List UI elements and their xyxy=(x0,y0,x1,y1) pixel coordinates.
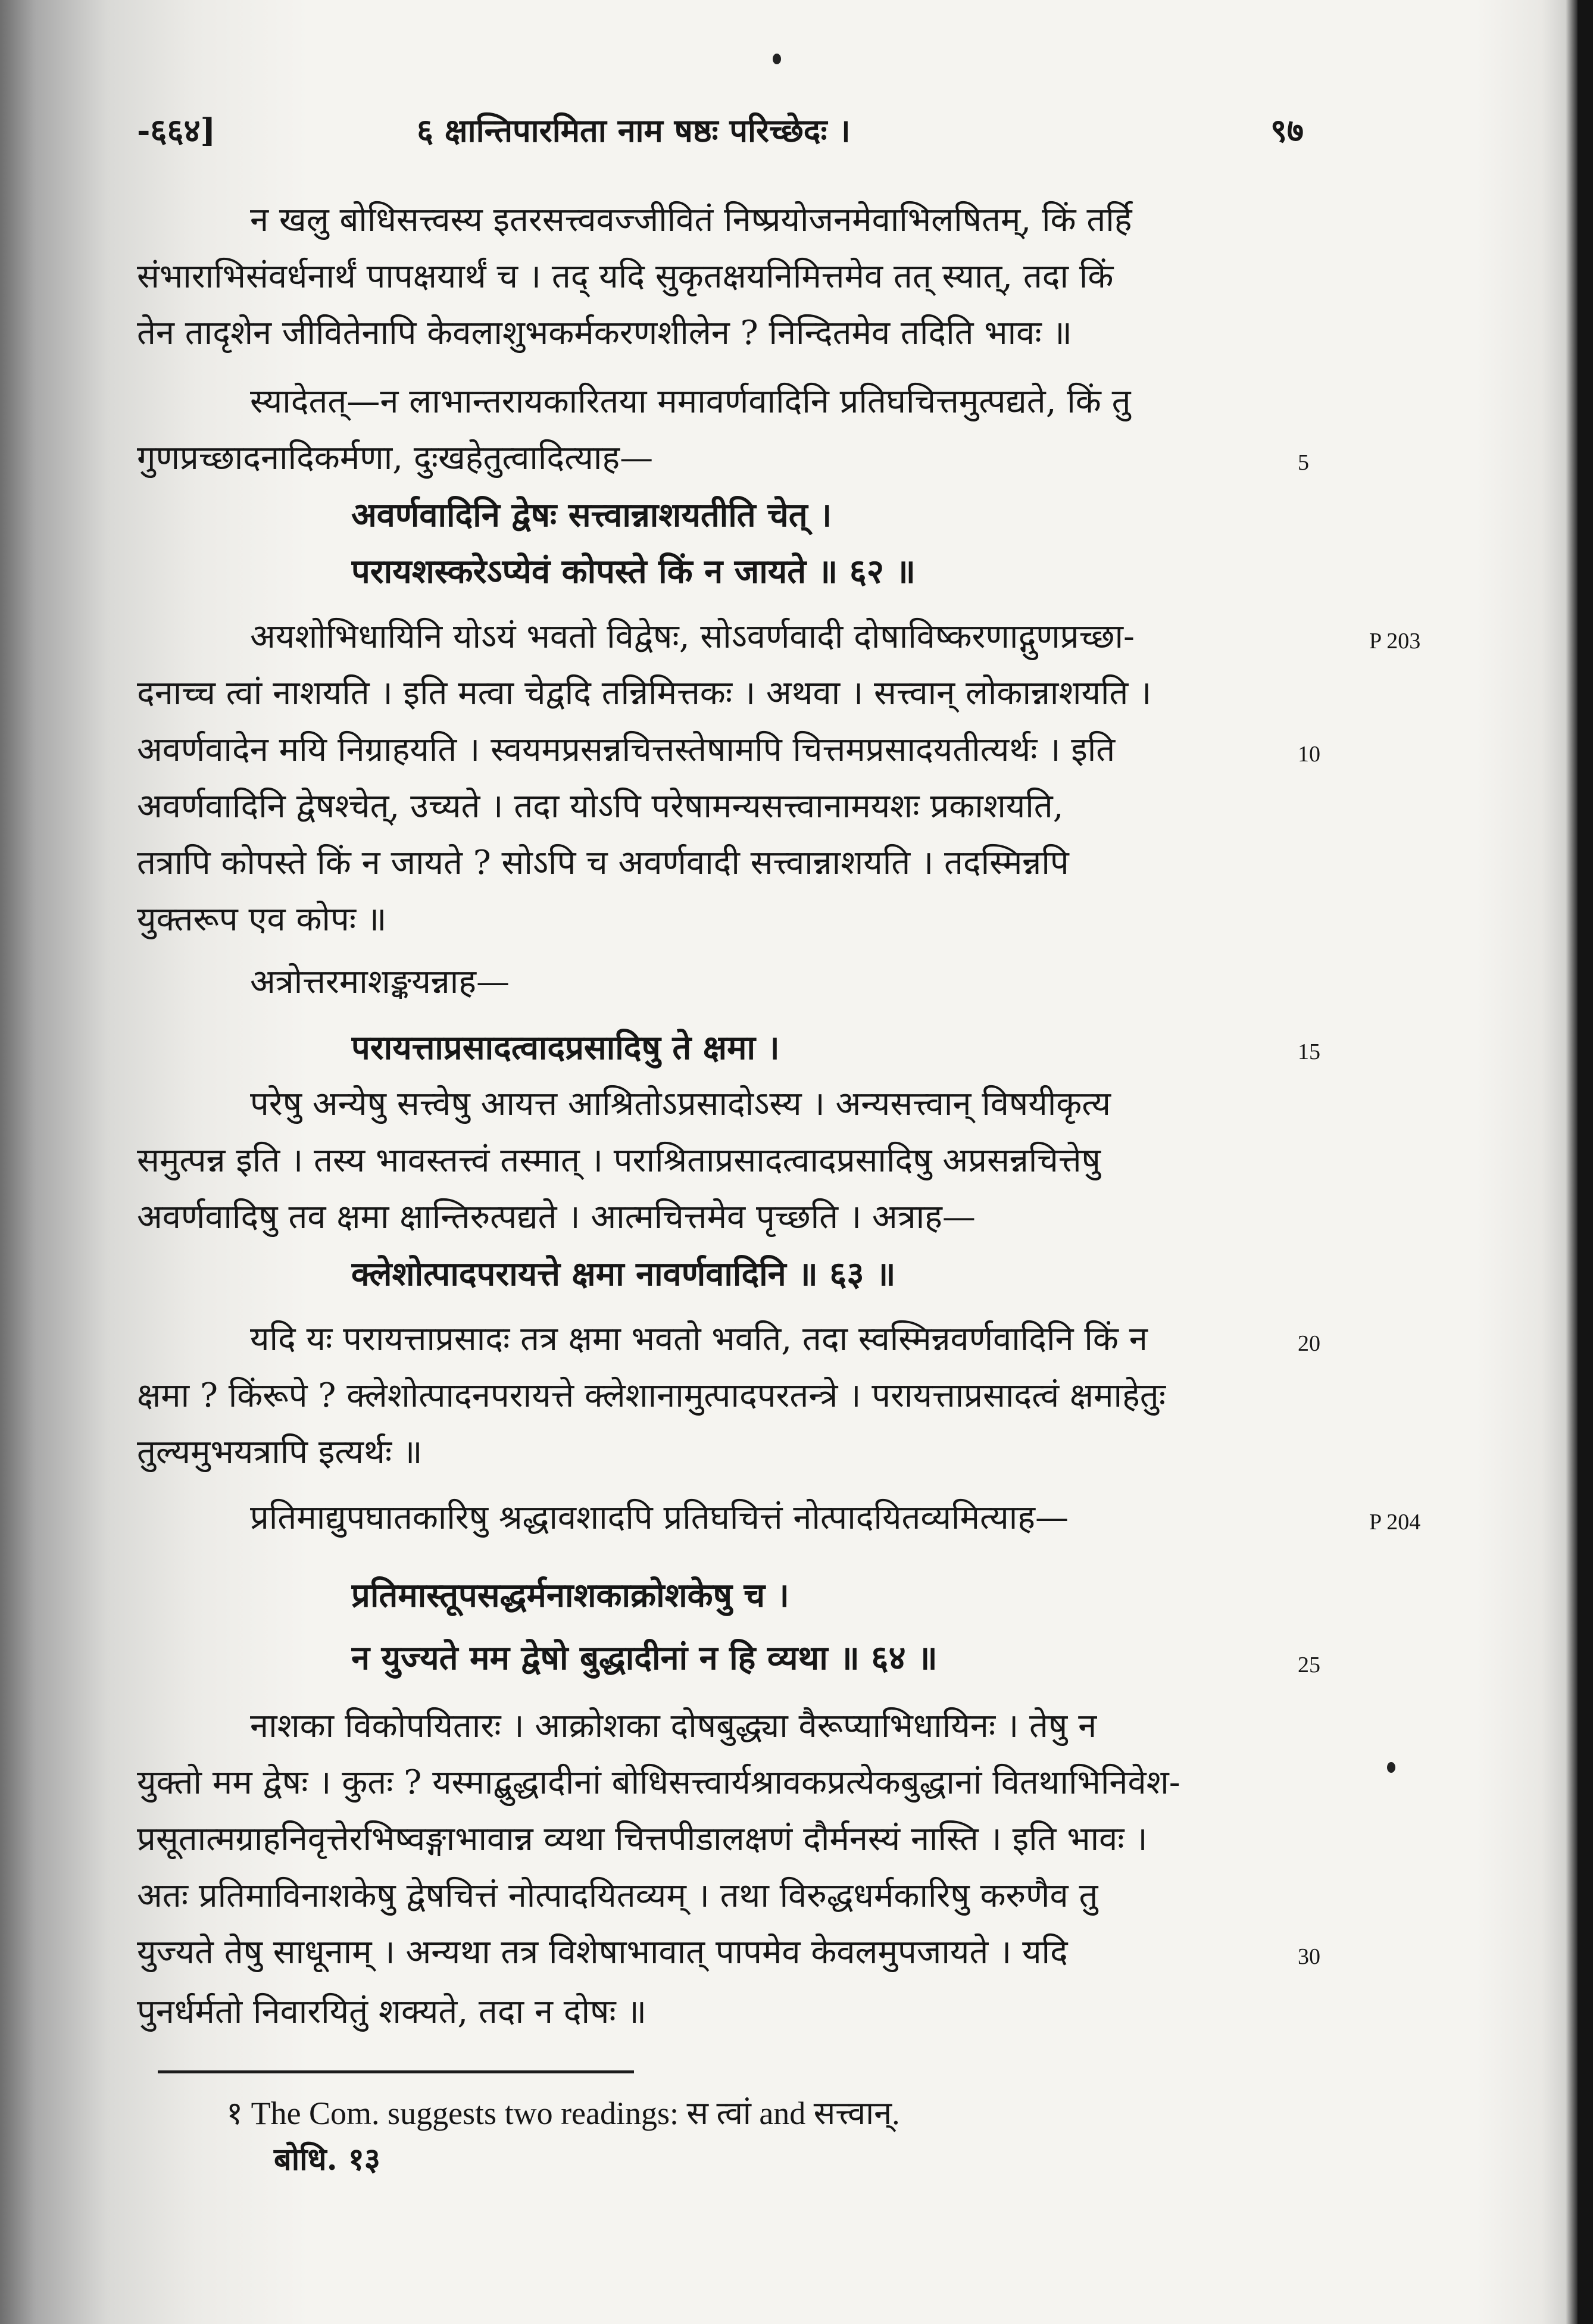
text-line: पुनर्धर्मतो निवारयितुं शक्यते, तदा न दोषः ॥ xyxy=(137,1992,647,2031)
page-reference: P 203 xyxy=(1369,629,1421,654)
text-line: तुल्यमुभयत्रापि इत्यर्थः ॥ xyxy=(137,1433,423,1472)
text-line: तत्रापि कोपस्ते किं न जायते ? सोऽपि च अवर्णवादी सत्त्वान्नाशयति । तदस्मिन्नपि xyxy=(137,844,1069,882)
text-line: अवर्णवादिषु तव क्षमा क्षान्तिरुत्पद्यते । आत्मचित्तमेव पृच्छति । अत्राह— xyxy=(137,1198,976,1236)
verse-line: अवर्णवादिनि द्वेषः सत्त्वान्नाशयतीति चेत् । xyxy=(351,495,832,535)
text-line: युक्तो मम द्वेषः । कुतः ? यस्माद्बुद्धादीनां बोधिसत्त्वार्यश्रावकप्रत्येकबुद्धानां वितथाभिनिवेश- xyxy=(137,1763,1180,1802)
text-line: युज्यते तेषु साधूनाम् । अन्यथा तत्र विशेषाभावात् पापमेव केवलमुपजायते । यदि xyxy=(137,1933,1068,1972)
text-line: तेन तादृशेन जीवितेनापि केवलाशुभकर्मकरणशीलेन ? निन्दितमेव तदिति भावः ॥ xyxy=(137,314,1072,352)
page-header xyxy=(137,101,1304,155)
line-number: 25 xyxy=(1298,1653,1320,1678)
text-line: प्रतिमाद्युपघातकारिषु श्रद्धावशादपि प्रतिघचित्तं नोत्पादयितव्यमित्याह— xyxy=(250,1498,1069,1537)
footnote: १ The Com. suggests two readings: स त्वां and सत्त्वान्. xyxy=(226,2095,900,2131)
text-line: क्षमा ? किंरूपे ? क्लेशोत्पादनपरायत्ते क्लेशानामुत्पादपरतन्त्रे । परायत्ताप्रसादत्वं क्षमाहेतुः xyxy=(137,1376,1166,1415)
text-line: अतः प्रतिमाविनाशकेषु द्वेषचित्तं नोत्पादयितव्यम् । तथा विरुद्धधर्मकारिषु करुणैव तु xyxy=(137,1876,1098,1915)
text-line: स्यादेतत्—न लाभान्तरायकारितया ममावर्णवादिनि प्रतिघचित्तमुत्पद्यते, किं तु xyxy=(250,382,1131,421)
ink-speck xyxy=(773,54,781,64)
text-line: अवर्णवादेन मयि निग्राहयति । स्वयमप्रसन्नचित्तस्तेषामपि चित्तमप्रसादयतीत्यर्थः । इति xyxy=(137,730,1116,769)
text-line: परेषु अन्येषु सत्त्वेषु आयत्त आश्रितोऽप्रसादोऽस्य । अन्यसत्त्वान् विषयीकृत्य xyxy=(250,1085,1111,1123)
verse-line: क्लेशोत्पादपरायत्ते क्षमा नावर्णवादिनि ॥ ६३ ॥ xyxy=(351,1254,896,1294)
line-number: 30 xyxy=(1298,1944,1320,1969)
text-line: न खलु बोधिसत्त्वस्य इतरसत्त्ववज्जीवितं निष्प्रयोजनमेवाभिलषितम्, किं तर्हि xyxy=(250,201,1132,239)
text-line: प्रसूतात्मग्राहनिवृत्तेरभिष्वङ्गाभावान्न व्यथा चित्तपीडालक्षणं दौर्मनस्यं नास्ति । इति भावः । xyxy=(137,1820,1148,1858)
signature-mark: बोधि. १३ xyxy=(274,2141,380,2178)
text-line: दनाच्च त्वां नाशयति । इति मत्वा चेद्वदि तन्निमित्तकः । अथवा । सत्त्वान् लोकान्नाशयति । xyxy=(137,674,1152,713)
verse-line: प्रतिमास्तूपसद्धर्मनाशकाक्रोशकेषु च । xyxy=(351,1576,789,1615)
text-line: अयशोभिधायिनि योऽयं भवतो विद्वेषः, सोऽवर्णवादी दोषाविष्करणाद्गुणप्रच्छा- xyxy=(250,617,1135,656)
verse-line: परायत्ताप्रसादत्वादप्रसादिषु ते क्षमा । xyxy=(351,1028,780,1067)
footnote-rule xyxy=(158,2070,634,2073)
page-reference: P 204 xyxy=(1369,1510,1421,1535)
text-line: अत्रोत्तरमाशङ्कयन्नाह— xyxy=(250,963,510,1001)
text-line: युक्तरूप एव कोपः ॥ xyxy=(137,900,387,939)
header-chapter-title: ६ क्षान्तिपारमिता नाम षष्ठः परिच्छेदः । xyxy=(417,111,851,149)
text-line: संभाराभिसंवर्धनार्थं पापक्षयार्थं च । तद् यदि सुकृतक्षयनिमित्तमेव तत् स्यात्, तदा किं xyxy=(137,257,1114,296)
ink-speck xyxy=(1387,1762,1395,1773)
text-line: अवर्णवादिनि द्वेषश्चेत्, उच्यते । तदा योऽपि परेषामन्यसत्त्वानामयशः प्रकाशयति, xyxy=(137,787,1064,826)
header-verse-range: -६६४] xyxy=(137,111,216,149)
header-page-number: ९७ xyxy=(1270,111,1304,149)
line-number: 5 xyxy=(1298,450,1309,475)
book-spine-shadow xyxy=(1578,0,1593,2324)
text-line: यदि यः परायत्ताप्रसादः तत्र क्षमा भवतो भवति, तदा स्वस्मिन्नवर्णवादिनि किं न xyxy=(250,1320,1148,1358)
line-number: 20 xyxy=(1298,1331,1320,1356)
text-line: समुत्पन्न इति । तस्य भावस्तत्त्वं तस्मात् । पराश्रिताप्रसादत्वादप्रसादिषु अप्रसन्नचित्तेषु xyxy=(137,1141,1101,1180)
verse-line: न युज्यते मम द्वेषो बुद्धादीनां न हि व्यथा ॥ ६४ ॥ xyxy=(351,1638,938,1678)
verse-line: परायशस्करेऽप्येवं कोपस्ते किं न जायते ॥ ६२ ॥ xyxy=(351,552,916,591)
text-line: नाशका विकोपयितारः । आक्रोशका दोषबुद्ध्या वैरूप्याभिधायिनः । तेषु न xyxy=(250,1707,1097,1745)
line-number: 10 xyxy=(1298,742,1320,767)
line-number: 15 xyxy=(1298,1039,1320,1064)
text-line: गुणप्रच्छादनादिकर्मणा, दुःखहेतुत्वादित्याह— xyxy=(137,439,654,477)
